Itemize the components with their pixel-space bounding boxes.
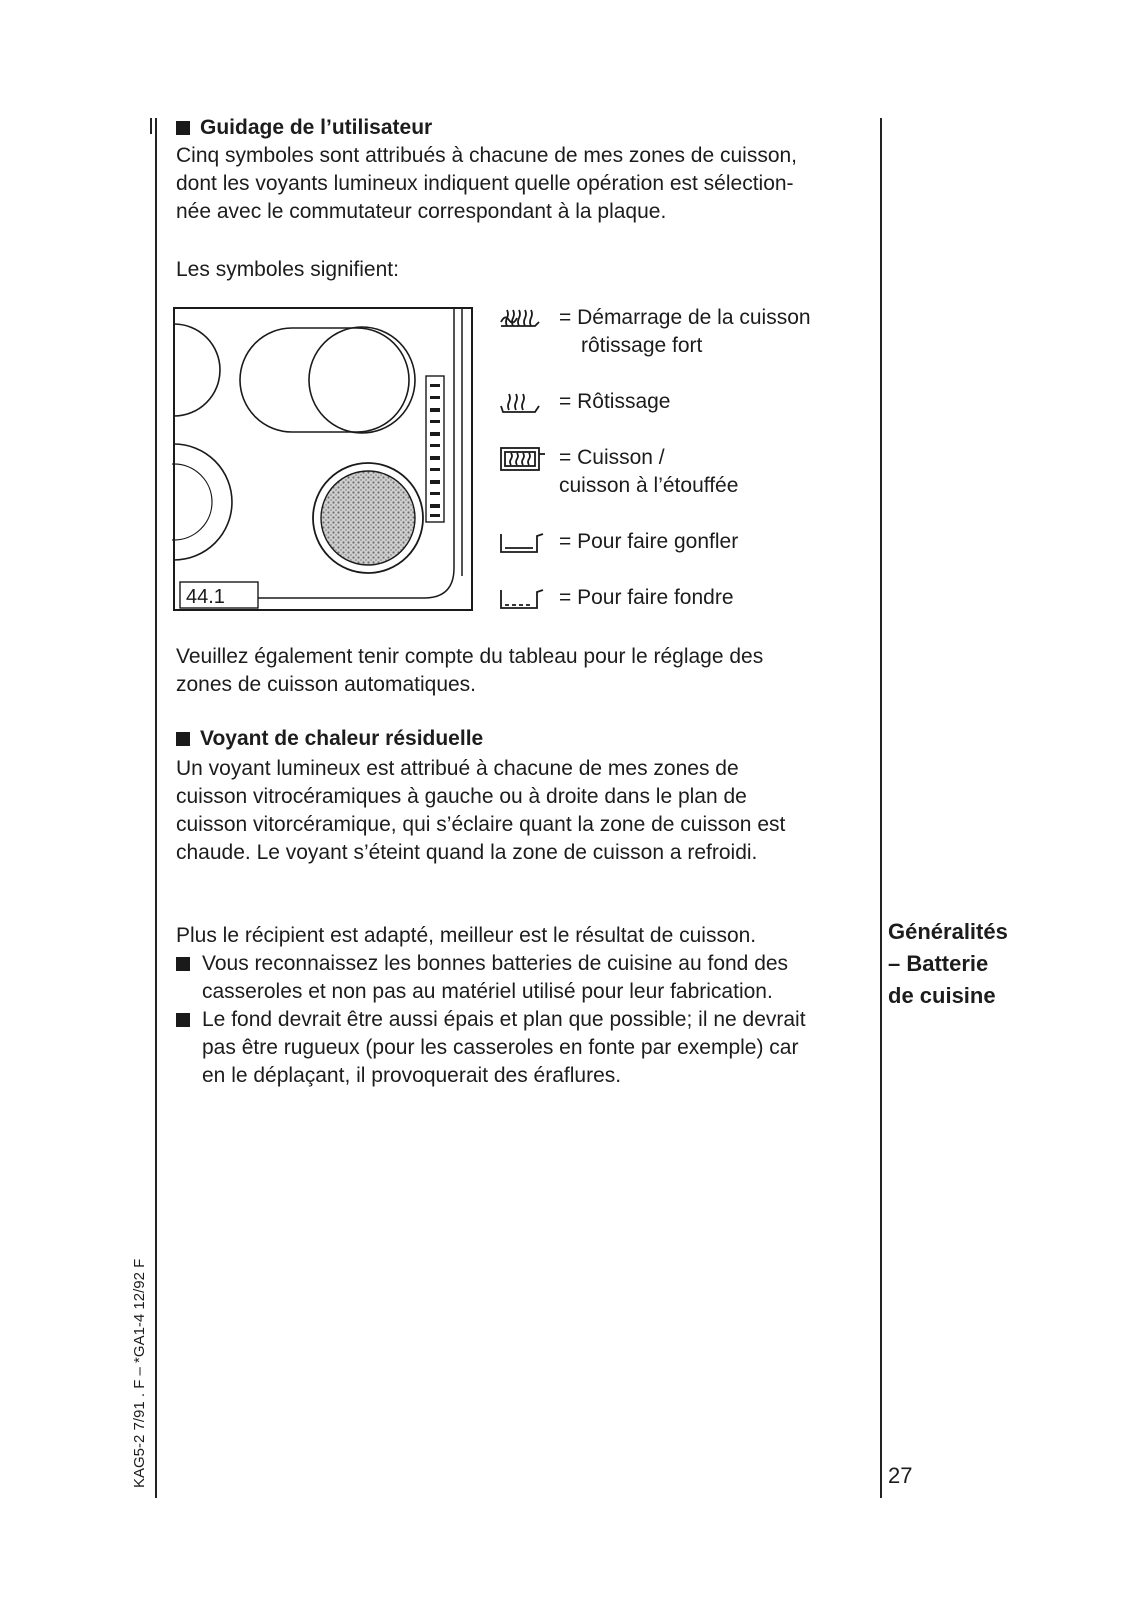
heading-text: Guidage de l’utilisateur [200, 116, 433, 139]
text-line: pas être rugueux (pour les casseroles en fonte par exemple) car [202, 1036, 799, 1059]
right-margin-rule [880, 118, 882, 1498]
sidebar-heading-line: de cuisine [888, 983, 996, 1008]
cooktop-frame [174, 308, 472, 610]
document-code: KAG5-2 7/91 . F – *GA1-4 12/92 F [131, 1258, 148, 1488]
left-rule-mark [150, 118, 152, 134]
legend-item-roast [497, 388, 670, 418]
cookware-intro: Plus le récipient est adapté, meilleur est le résultat de cuisson. [176, 924, 757, 947]
legend-text: = Cuisson / [559, 446, 665, 469]
text-line: cuisson vitrocéramiques à gauche ou à droite dans le plan de [176, 785, 747, 808]
double-wave-strong-icon [497, 304, 559, 334]
text-line: zones de cuisson automatiques. [176, 673, 477, 696]
wave-roast-icon [497, 388, 559, 418]
legend-item-swell [497, 528, 738, 558]
text-line: chaude. Le voyant s’éteint quand la zone de cuisson a refroidi. [176, 841, 758, 864]
text-line: cuisson vitorcéramique, qui s’éclaire quant la zone de cuisson est [176, 813, 786, 836]
cooking-zone-active-heated [321, 471, 415, 565]
legend-item-start-strong-roast [497, 304, 811, 360]
text-line: dont les voyants lumineux indiquent quelle opération est sélection- [176, 172, 794, 195]
left-margin-rule [155, 118, 157, 1498]
legend-text: = Rôtissage [559, 390, 671, 413]
page-number: 27 [888, 1463, 913, 1488]
legend-text: = Pour faire fondre [559, 586, 734, 609]
list-item [176, 1006, 866, 1090]
heading-text: Voyant de chaleur résiduelle [200, 727, 484, 750]
bullet-square-icon [176, 1013, 190, 1027]
section-heading-user-guidance [176, 116, 432, 140]
sidebar-heading [888, 916, 1008, 1012]
text-line: Le fond devrait être aussi épais et plan que possible; il ne devrait [202, 1008, 806, 1031]
legend-item-melt [497, 584, 734, 614]
legend-text: rôtissage fort [581, 334, 703, 357]
legend-text: = Pour faire gonfler [559, 530, 739, 553]
text-line: casseroles et non pas au matériel utilisé pour leur fabrication. [202, 980, 773, 1003]
text-line: Veuillez également tenir compte du tableau pour le réglage des [176, 645, 764, 668]
pan-swell-icon [497, 528, 559, 558]
bullet-square-icon [176, 121, 190, 135]
pan-melt-icon [497, 584, 559, 614]
text-line: Vous reconnaissez les bonnes batteries de cuisine au fond des [202, 952, 789, 975]
legend-item-cooking-steaming [497, 444, 738, 500]
cooking-zone-left-bottom [174, 444, 232, 560]
section1-paragraph [176, 142, 797, 226]
bullet-square-icon [176, 957, 190, 971]
sidebar-heading-line: Généralités [888, 919, 1008, 944]
section2-paragraph [176, 755, 785, 867]
list-item [176, 950, 866, 1006]
figure-label: 44.1 [186, 586, 225, 608]
text-line: en le déplaçant, il provoquerait des éraflures. [202, 1064, 622, 1087]
cookware-bullet-list [176, 950, 866, 1090]
bullet-square-icon [176, 732, 190, 746]
section-heading-residual-heat [176, 727, 483, 751]
legend-text: cuisson à l’étouffée [559, 474, 739, 497]
sidebar-heading-line: – Batterie [888, 951, 989, 976]
pot-steam-icon [497, 444, 559, 474]
cooking-zone-left-top [174, 324, 220, 416]
text-line: Cinq symboles sont attribués à chacune de mes zones de cuisson, [176, 144, 798, 167]
legend-text: = Démarrage de la cuisson [559, 306, 811, 329]
cooking-zone-oval-inner [309, 327, 415, 433]
table-note [176, 643, 763, 699]
text-line: Un voyant lumineux est attribué à chacune de mes zones de [176, 757, 739, 780]
text-line: née avec le commutateur correspondant à la plaque. [176, 200, 667, 223]
symbols-intro: Les symboles signifient: [176, 258, 399, 281]
cooktop-diagram [172, 306, 482, 616]
